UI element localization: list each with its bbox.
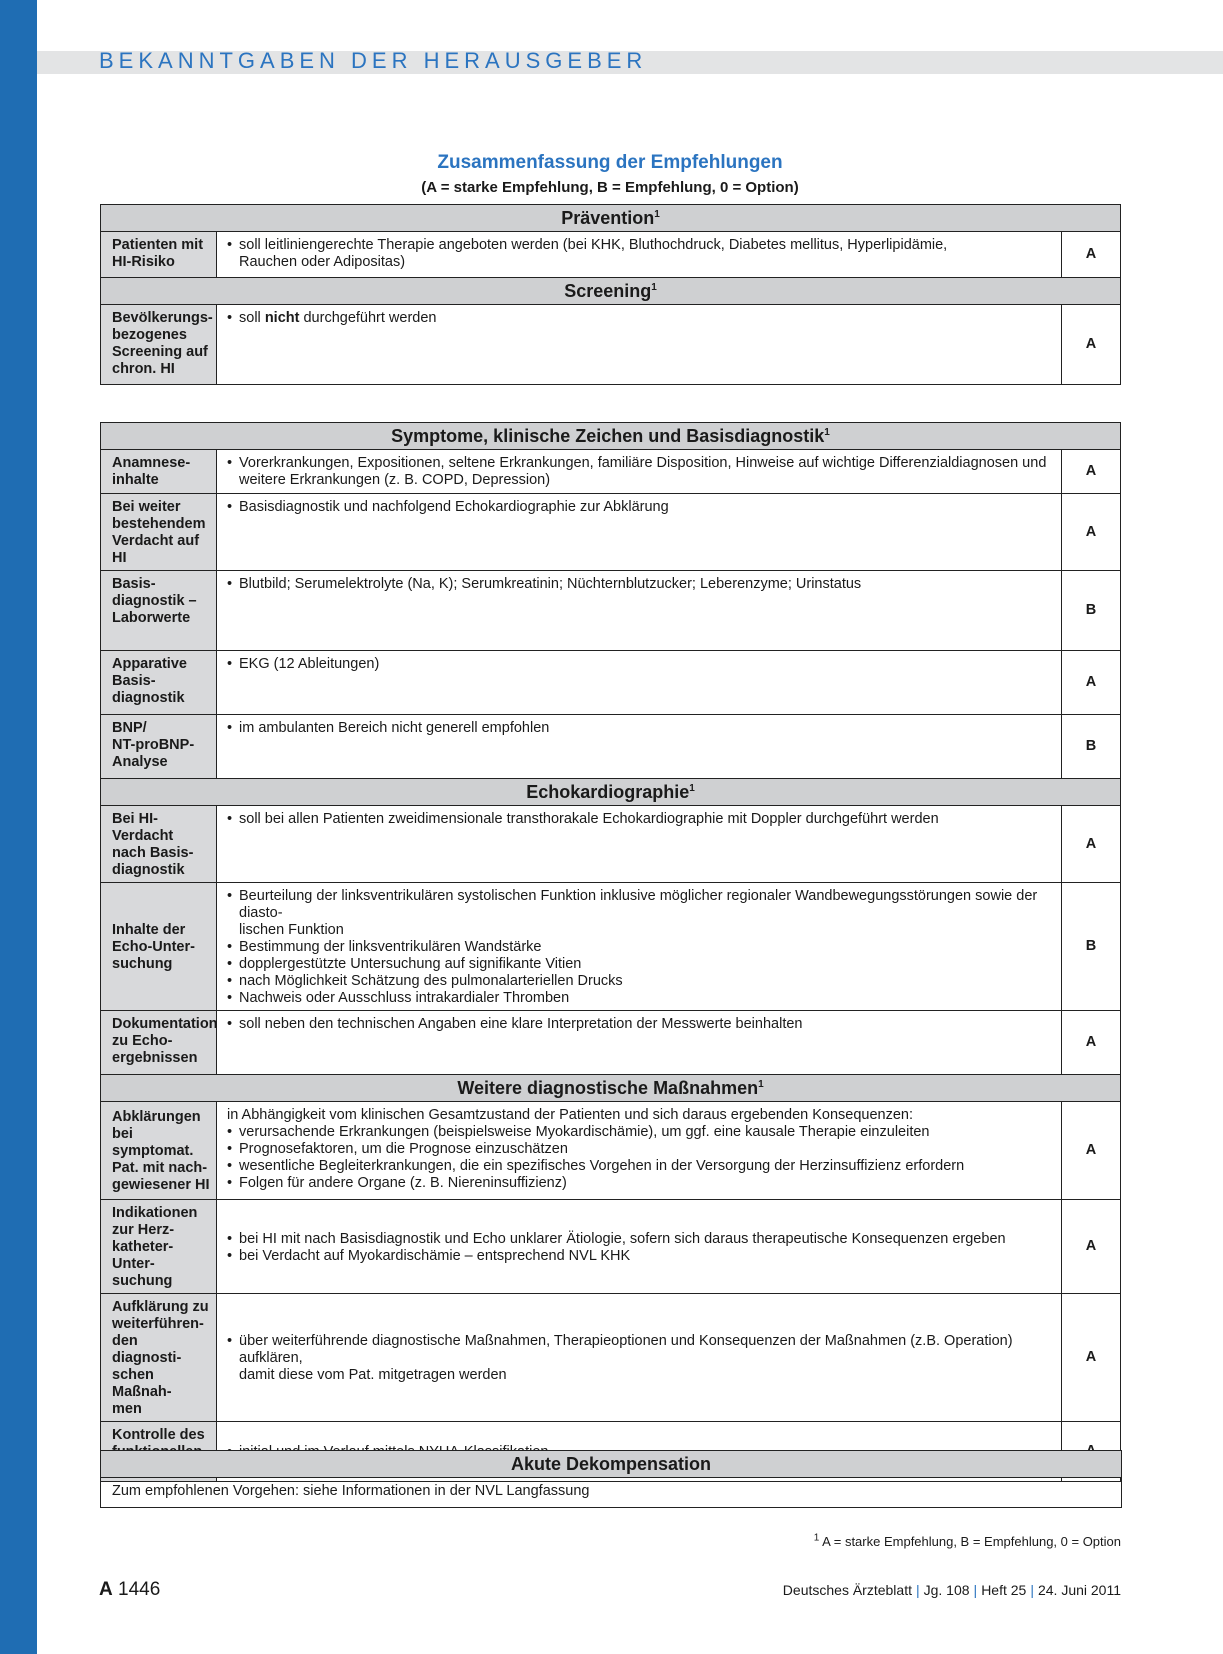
grade-cell: A xyxy=(1061,232,1120,278)
row-text: • bei HI mit nach Basisdiagnostik und Echo unklarer Ätiologie, sofern sich daraus therapeutische Konsequenzen ergeben • bei Verdacht auf Myokardischämie – entsprechend NVL KHK xyxy=(217,1200,1062,1294)
row-text: • soll nicht durchgeführt werden xyxy=(217,305,1062,385)
grade-cell: A xyxy=(1061,494,1120,571)
table-row xyxy=(101,651,1121,715)
row-label: Patienten mit HI-Risiko xyxy=(101,232,217,278)
row-text: in Abhängigkeit vom klinischen Gesamtzustand der Patienten und sich daraus ergebenden Konsequenzen: • verursachende Erkrankungen (beispielsweise Myokardischämie), um ggf. eine kausale Therapie einzuleiten • Prognosefaktoren, um die Prognose einzuschätzen • wesentliche Begleiterkrankungen, die ein spezifisches Vorgehen in der Versorgung der Herzinsuffizienz erfordern • Folgen für andere Organe (z. B. Niereninsuffizienz) xyxy=(217,1102,1062,1200)
table-akute-dekompensation xyxy=(100,1450,1122,1508)
table-row xyxy=(101,494,1121,571)
footnote: $^1$ A = starke Empfehlung, B = Empfehlung, 0 = Option xyxy=(813,1532,1121,1549)
table-row xyxy=(101,1011,1121,1075)
row-label: Bei weiter bestehendem Verdacht auf HI xyxy=(101,494,217,571)
table-row xyxy=(101,1478,1122,1508)
page-subtitle: (A = starke Empfehlung, B = Empfehlung, 0 = Option) xyxy=(421,179,799,196)
row-label: Anamnese- inhalte xyxy=(101,450,217,494)
grade-cell: A xyxy=(1061,1011,1120,1075)
row-label: Kontrolle des xyxy=(101,1422,217,1482)
row-label: Aufklärung zu weiterführen- den diagnosti- schen Maßnah- men xyxy=(101,1294,217,1422)
row-label: Bevölkerungs- bezogenes Screening auf chron. HI xyxy=(101,305,217,385)
table-row xyxy=(101,571,1121,651)
table-row xyxy=(101,1102,1121,1200)
row-label: Indikationen zur Herz- katheter-Unter- suchung xyxy=(101,1200,217,1294)
grade-cell: A xyxy=(1061,1294,1120,1422)
row-label: Abklärungen bei symptomat. Pat. mit nach- gewiesener HI xyxy=(101,1102,217,1200)
page-title: Zusammenfassung der Empfehlungen xyxy=(437,152,783,173)
section-heading: Screening$^1$ xyxy=(101,278,1121,305)
row-text: • Vorerkrankungen, Expositionen, seltene Erkrankungen, familiäre Disposition, Hinweise auf wichtige Differenzialdiagnosen und weitere Erkrankungen (z. B. COPD, Depression) xyxy=(217,450,1062,494)
row-text: • soll bei allen Patienten zweidimensionale transthorakale Echokardiographie mit Doppler durchgeführt werden xyxy=(217,806,1062,883)
row-label: Bei HI-Verdacht nach Basis- diagnostik xyxy=(101,806,217,883)
row-text: • soll leitliniengerechte Therapie angeboten werden (bei KHK, Bluthochdruck, Diabetes mellitus, Hyperlipidämie, Rauchen oder Adipositas) xyxy=(217,232,1062,278)
table-row xyxy=(101,715,1121,779)
page-number: A 1446 xyxy=(99,1579,161,1600)
row-label: Apparative Basis- diagnostik xyxy=(101,651,217,715)
section-heading: Prävention$^1$ xyxy=(101,205,1121,232)
grade-cell: A xyxy=(1061,1200,1120,1294)
row-text: • Blutbild; Serumelektrolyte (Na, K); Serumkreatinin; Nüchternblutzucker; Leberenzyme; Urinstatus xyxy=(217,571,1062,651)
row-label: Basis- diagnostik – Laborwerte xyxy=(101,571,217,651)
table-row xyxy=(101,232,1121,278)
grade-cell: B xyxy=(1061,715,1120,779)
section-header: BEKANNTGABEN DER HERAUSGEBER xyxy=(99,48,648,73)
row-label: Dokumentation zu Echo- ergebnissen xyxy=(101,1011,217,1075)
table-row xyxy=(101,1294,1121,1422)
table-row xyxy=(101,883,1121,1011)
table-diagnostik xyxy=(100,422,1121,1482)
section-heading: Echokardiographie$^1$ xyxy=(101,779,1121,806)
table-row xyxy=(101,1200,1121,1294)
section-heading: Akute Dekompensation xyxy=(101,1451,1122,1478)
grade-cell: A xyxy=(1061,305,1120,385)
table-praevention-screening xyxy=(100,204,1121,385)
row-text: • soll neben den technischen Angaben eine klare Interpretation der Messwerte beinhalten xyxy=(217,1011,1062,1075)
table-row xyxy=(101,450,1121,494)
section-heading: Symptome, klinische Zeichen und Basisdiagnostik$^1$ xyxy=(101,423,1121,450)
row-text: • Basisdiagnostik und nachfolgend Echokardiographie zur Abklärung xyxy=(217,494,1062,571)
row-text: • EKG (12 Ableitungen) xyxy=(217,651,1062,715)
sidebar-stripe xyxy=(0,0,37,1654)
table-row xyxy=(101,305,1121,385)
row-text: • im ambulanten Bereich nicht generell empfohlen xyxy=(217,715,1062,779)
row-text: • Beurteilung der linksventrikulären systolischen Funktion inklusive möglicher regionaler Wandbewegungsstörungen sowie der diasto- lischen Funktion • Bestimmung der linksventrikulären Wandstärke • dopplergestützte Untersuchung auf signifikante Vitien • nach Möglichkeit Schätzung des pulmonalarteriellen Drucks • Nachweis oder Ausschluss intrakardialer Thromben xyxy=(217,883,1062,1011)
section-heading: Weitere diagnostische Maßnahmen$^1$ xyxy=(101,1075,1121,1102)
row-text: Zum empfohlenen Vorgehen: siehe Informationen in der NVL Langfassung xyxy=(101,1478,1122,1508)
grade-cell: A xyxy=(1061,450,1120,494)
grade-cell: B xyxy=(1061,571,1120,651)
grade-cell: A xyxy=(1061,651,1120,715)
grade-cell: A xyxy=(1061,1102,1120,1200)
journal-footer: Deutsches Ärzteblatt | Jg. 108 | Heft 25 | 24. Juni 2011 xyxy=(782,1582,1121,1598)
row-label: BNP/ NT-proBNP- Analyse xyxy=(101,715,217,779)
grade-cell: B xyxy=(1061,883,1120,1011)
row-text: • über weiterführende diagnostische Maßnahmen, Therapieoptionen und Konsequenzen der Maßnahmen (z.B. Operation) aufklären, damit diese vom Pat. mitgetragen werden xyxy=(217,1294,1062,1422)
table-row xyxy=(101,806,1121,883)
row-label: Inhalte der Echo-Unter- suchung xyxy=(101,883,217,1011)
grade-cell: A xyxy=(1061,806,1120,883)
